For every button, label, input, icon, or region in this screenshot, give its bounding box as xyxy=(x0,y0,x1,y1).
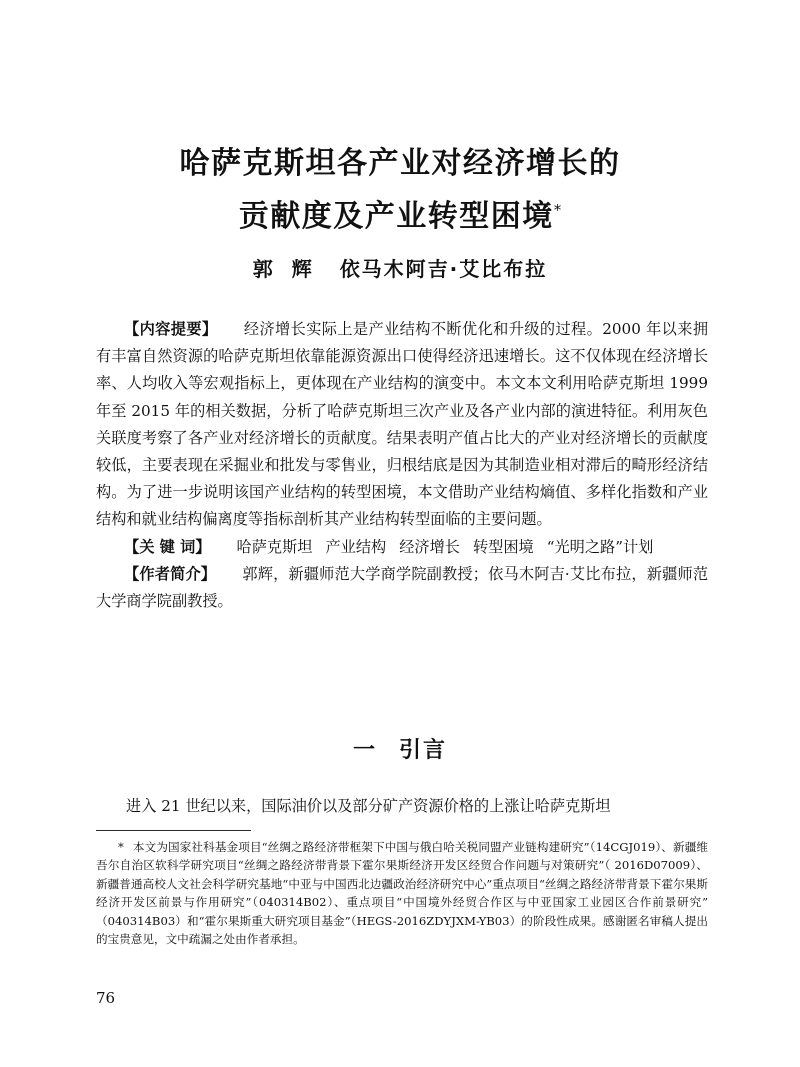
keywords-label: 【关 键 词】 xyxy=(124,537,211,556)
author-line xyxy=(0,253,800,282)
keyword-item: 转型困境 xyxy=(472,537,534,556)
page-number: 76 xyxy=(96,989,116,1007)
title-line-2 xyxy=(0,187,800,240)
title-line-1-text: 哈萨克斯坦各产业对经济增长的 xyxy=(179,146,621,181)
section-title: 引言 xyxy=(399,738,448,763)
page-title xyxy=(0,140,800,240)
footnote-area xyxy=(96,838,708,948)
footnote-paragraph xyxy=(96,838,708,948)
author-bio-text: 郭辉，新疆师范大学商学院副教授；依马木阿吉·艾比布拉，新疆师范大学商学院副教授。 xyxy=(96,564,709,611)
author-bio-paragraph xyxy=(96,561,708,615)
title-line-2-text: 贡献度及产业转型困境 xyxy=(238,199,554,234)
footnote-text: 本文为国家社科基金项目“丝绸之路经济带框架下中国与俄白哈关税同盟产业链构建研究”（14CGJ019）、新疆维吾尔自治区软科学研究项目“丝绸之路经济带背景下霍尔果斯经济开发区经贸合作问题与对策研究”（ 2016D07009）、新疆普通高校人文社会科学研究基地“中亚与中国西北边疆政治经济研究中心”重点项目“丝绸之路经济带背景下霍尔果斯经济开发区前景与作用研究”（040314B02）、重点项目“中国境外经贸合作区与中亚国家工业园区合作前景研究”（040314B03）和“霍尔果斯重大研究项目基金”（HEGS-2016ZDYJXM-YB03）的阶段性成果。感谢匿名审稿人提出的宝贵意见，文中疏漏之处由作者承担。 xyxy=(96,840,708,947)
footnote-marker: * xyxy=(118,840,124,854)
front-matter xyxy=(96,316,708,615)
author-name-first-second-char: 辉 xyxy=(291,257,314,281)
abstract-label: 【内容提要】 xyxy=(124,320,218,338)
abstract-text: 经济增长实际上是产业结构不断优化和升级的过程。2000 年以来拥有丰富自然资源的哈萨克斯坦依靠能源资源出口使得经济迅速增长。这不仅体现在经济增长率、人均收入等宏观指标上，更体现在产业结构的演变中。本文本文利用哈萨克斯坦 1999 年至 2015 年的相关数据，分析了哈萨克斯坦三次产业及各产业内部的演进特征。利用灰色关联度考察了各产业对经济增长的贡献度。结果表明产值占比大的产业对经济增长的贡献度较低，主要表现在采掘业和批发与零售业，归根结底是因为其制造业相对滞后的畸形经济结构。为了进一步说明该国产业结构的转型困境，本文借助产业结构熵值、多样化指数和产业结构和就业结构偏离度等指标剖析其产业结构转型面临的主要问题。 xyxy=(96,320,709,529)
keyword-item: 经济增长 xyxy=(399,537,460,556)
body-paragraph: 进入 21 世纪以来，国际油价以及部分矿产资源价格的上涨让哈萨克斯坦 xyxy=(126,797,611,815)
section-number: 一 xyxy=(352,738,377,763)
title-footnote-marker: * xyxy=(553,201,562,219)
section-heading xyxy=(0,733,800,764)
author-name-second: 依马木阿吉·艾比布拉 xyxy=(339,257,548,281)
author-name-first: 郭 xyxy=(252,257,275,281)
keywords-paragraph xyxy=(96,534,708,561)
keyword-item: 产业结构 xyxy=(325,537,387,556)
author-bio-label: 【作者简介】 xyxy=(124,564,217,583)
keyword-item: 哈萨克斯坦 xyxy=(236,537,313,556)
abstract-paragraph xyxy=(96,316,708,534)
title-line-1 xyxy=(0,140,800,187)
body-content xyxy=(96,793,708,820)
footnote-separator-rule xyxy=(96,830,251,831)
keyword-item: “光明之路”计划 xyxy=(546,537,654,556)
